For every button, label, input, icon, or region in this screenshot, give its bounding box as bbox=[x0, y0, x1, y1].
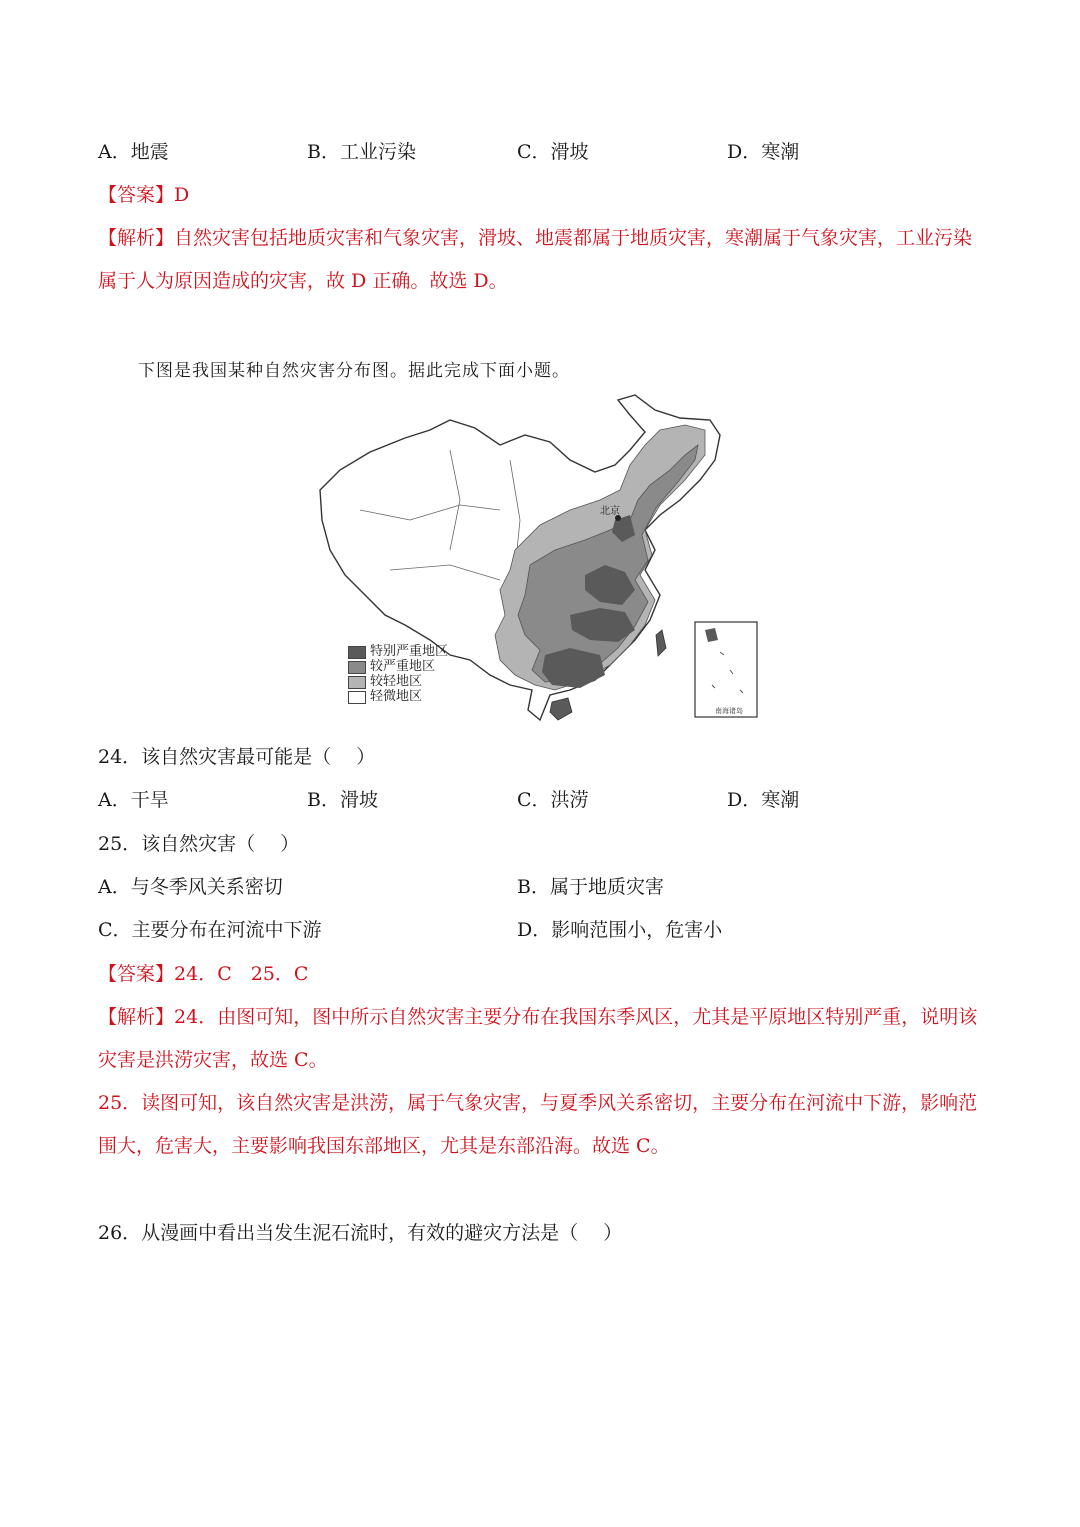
answer-tag: 【答案】 bbox=[98, 963, 175, 985]
legend-label: 较轻地区 bbox=[370, 674, 423, 689]
legend-swatch bbox=[348, 646, 366, 659]
analysis-tag: 【解析】 bbox=[98, 1006, 175, 1028]
legend-label: 轻微地区 bbox=[370, 689, 423, 704]
analysis2-line4: 围大，危害大，主要影响我国东部地区，尤其是东部沿海。故选 C。 bbox=[98, 1135, 670, 1157]
q23-answer bbox=[98, 183, 189, 207]
q24-option-d: D．寒潮 bbox=[727, 789, 800, 811]
taiwan-island bbox=[656, 630, 666, 656]
analysis-text: 24．由图可知，图中所示自然灾害主要分布在我国东季风区，尤其是平原地区特别严重，说明该 bbox=[174, 1006, 978, 1028]
q24-option-a: A．干旱 bbox=[98, 789, 169, 811]
q25-option-a: A．与冬季风关系密切 bbox=[98, 876, 283, 898]
q25-option-c: C．主要分布在河流中下游 bbox=[98, 919, 322, 941]
answer-tag: 【答案】 bbox=[98, 184, 175, 206]
hainan-island bbox=[550, 698, 572, 720]
q23-analysis-line1 bbox=[98, 226, 972, 250]
analysis-tag: 【解析】 bbox=[98, 227, 175, 249]
q23-option-c: C．滑坡 bbox=[517, 141, 589, 163]
q25-option-d: D．影响范围小，危害小 bbox=[517, 919, 723, 941]
legend-swatch bbox=[348, 691, 366, 704]
answer-value: D bbox=[174, 184, 190, 206]
q25-option-b: B．属于地质灾害 bbox=[517, 876, 664, 898]
legend-label: 较严重地区 bbox=[370, 659, 436, 674]
legend-swatch bbox=[348, 661, 366, 674]
q23-option-a: A．地震 bbox=[98, 141, 169, 163]
q23-analysis-line2: 属于人为原因造成的灾害，故 D 正确。故选 D。 bbox=[98, 270, 508, 292]
analysis-text: 自然灾害包括地质灾害和气象灾害，滑坡、地震都属于地质灾害，寒潮属于气象灾害，工业污染 bbox=[174, 227, 973, 249]
q24-25-answer bbox=[98, 962, 308, 986]
beijing-label: 北京 bbox=[600, 506, 620, 517]
legend-item-minor bbox=[348, 690, 422, 704]
legend-swatch bbox=[348, 676, 366, 689]
q24-option-c: C．洪涝 bbox=[517, 789, 589, 811]
answer-value: 24．C 25．C bbox=[174, 963, 309, 985]
legend-item-light bbox=[348, 675, 422, 689]
q24-option-b: B．滑坡 bbox=[307, 789, 378, 811]
q23-option-b: B．工业污染 bbox=[307, 141, 416, 163]
q24-stem: 24．该自然灾害最可能是（ ） bbox=[98, 746, 376, 768]
legend-label: 特别严重地区 bbox=[370, 644, 449, 659]
q25-stem: 25．该自然灾害（ ） bbox=[98, 833, 300, 855]
zone-severe-3 bbox=[542, 648, 605, 688]
analysis2-line2: 灾害是洪涝灾害，故选 C。 bbox=[98, 1049, 328, 1071]
legend-item-medium bbox=[348, 660, 435, 674]
q23-option-d: D．寒潮 bbox=[727, 141, 800, 163]
inset-label: 南海诸岛 bbox=[715, 707, 743, 715]
legend-item-severe bbox=[348, 645, 448, 659]
analysis2-line1 bbox=[98, 1005, 977, 1029]
q26-stem: 26．从漫画中看出当发生泥石流时，有效的避灾方法是（ ） bbox=[98, 1222, 623, 1244]
analysis2-line3: 25．读图可知，该自然灾害是洪涝，属于气象灾害，与夏季风关系密切，主要分布在河流中下游，影响范 bbox=[98, 1092, 978, 1114]
map-intro: 下图是我国某种自然灾害分布图。据此完成下面小题。 bbox=[138, 361, 570, 381]
south-sea-inset bbox=[695, 622, 757, 717]
